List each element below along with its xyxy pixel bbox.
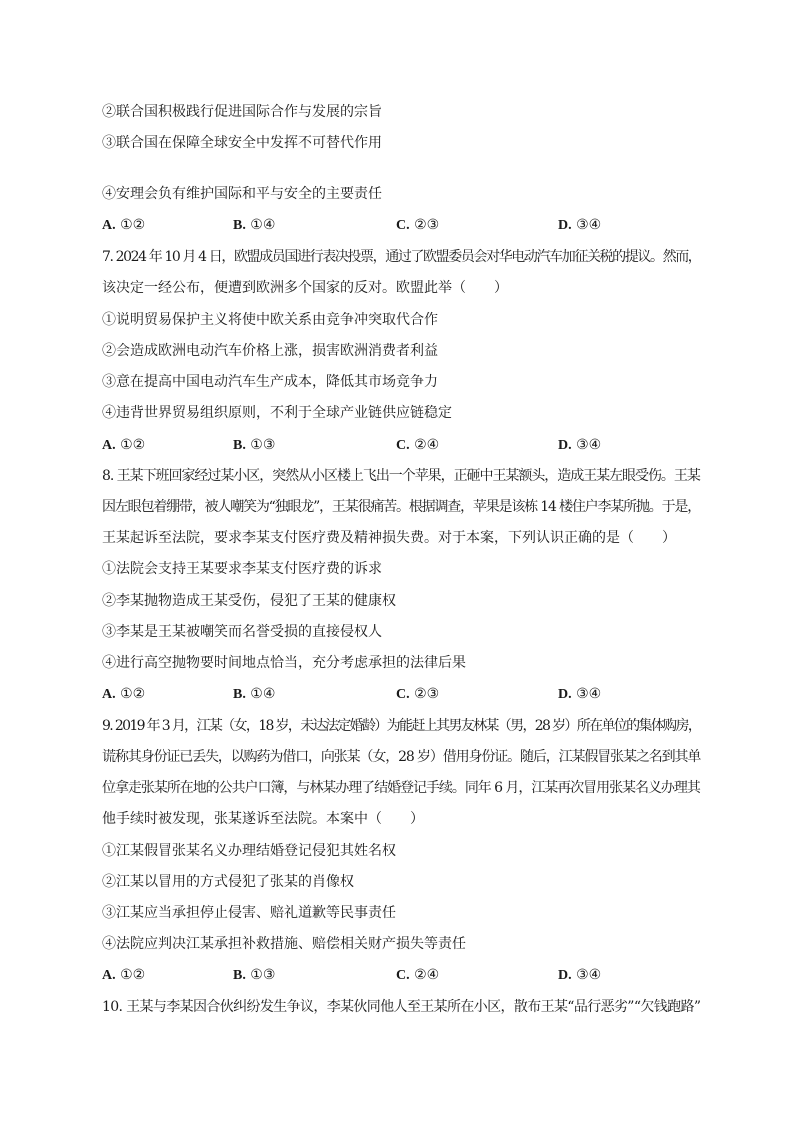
q7-stem-line-1: 7. 2024 年 10 月 4 日，欧盟成员国进行表决投票，通过了欧盟委员会对华电动汽车加征关税的提议。然而， bbox=[102, 249, 701, 265]
q6-option-b: B. ①④ bbox=[233, 217, 276, 233]
q6-item-2: ②联合国积极践行促进国际合作与发展的宗旨 bbox=[102, 104, 382, 120]
q9-option-a: A. ①② bbox=[102, 967, 146, 983]
q6-option-a: A. ①② bbox=[102, 217, 146, 233]
q8-stem-line-1: 8. 王某下班回家经过某小区，突然从小区楼上飞出一个苹果，正砸中王某额头，造成王某左眼受伤。王某 bbox=[102, 468, 700, 484]
q8-stem-line-2: 因左眼包着绷带，被人嘲笑为“独眼龙”，王某很痛苦。根据调查，苹果是该栋 14 楼住户李某所抛。于是， bbox=[102, 499, 701, 515]
q8-item-2: ②李某抛物造成王某受伤，侵犯了王某的健康权 bbox=[102, 593, 396, 609]
q9-option-b: B. ①③ bbox=[233, 967, 276, 983]
q8-item-4: ④进行高空抛物要时间地点恰当，充分考虑承担的法律后果 bbox=[102, 655, 466, 671]
q7-item-2: ②会造成欧洲电动汽车价格上涨，损害欧洲消费者利益 bbox=[102, 343, 438, 359]
q7-option-a: A. ①② bbox=[102, 437, 146, 453]
q8-option-a: A. ①② bbox=[102, 686, 146, 702]
q9-option-d: D. ③④ bbox=[558, 967, 602, 983]
q6-item-4: ④安理会负有维护国际和平与安全的主要责任 bbox=[102, 186, 382, 202]
q7-option-c: C. ②④ bbox=[396, 437, 440, 453]
q9-item-4: ④法院应判决江某承担补救措施、赔偿相关财产损失等责任 bbox=[102, 936, 466, 952]
q9-item-3: ③江某应当承担停止侵害、赔礼道歉等民事责任 bbox=[102, 905, 396, 921]
q10-stem-line-1: 10. 王某与李某因合伙纠纷发生争议，李某伙同他人至王某所在小区，散布王某“品行恶劣”“欠钱跑路” bbox=[102, 999, 701, 1015]
q9-stem-line-1: 9. 2019 年 3 月，江某（女，18 岁，未达法定婚龄）为能赶上其男友林某（男，28 岁）所在单位的集体购房， bbox=[102, 718, 701, 734]
q9-stem-line-4: 他手续时被发现，张某遂诉至法院。本案中（ ） bbox=[102, 811, 424, 827]
q9-stem-line-2: 谎称其身份证已丢失，以购药为借口，向张某（女，28 岁）借用身份证。随后，江某假冒张某之名到其单 bbox=[102, 749, 701, 765]
q9-option-c: C. ②④ bbox=[396, 967, 440, 983]
q7-item-4: ④违背世界贸易组织原则，不利于全球产业链供应链稳定 bbox=[102, 405, 452, 421]
q7-item-3: ③意在提高中国电动汽车生产成本，降低其市场竞争力 bbox=[102, 374, 438, 390]
q8-option-d: D. ③④ bbox=[558, 686, 602, 702]
q8-option-b: B. ①④ bbox=[233, 686, 276, 702]
q9-item-2: ②江某以冒用的方式侵犯了张某的肖像权 bbox=[102, 874, 354, 890]
q7-stem-line-2: 该决定一经公布，便遭到欧洲多个国家的反对。欧盟此举（ ） bbox=[102, 280, 508, 296]
q6-option-c: C. ②③ bbox=[396, 217, 440, 233]
q6-item-3: ③联合国在保障全球安全中发挥不可替代作用 bbox=[102, 135, 382, 151]
q6-option-d: D. ③④ bbox=[558, 217, 602, 233]
q9-stem-line-3: 位拿走张某所在地的公共户口簿，与林某办理了结婚登记手续。同年 6 月，江某再次冒用张某名义办理其 bbox=[102, 780, 700, 796]
q7-option-b: B. ①③ bbox=[233, 437, 276, 453]
q9-item-1: ①江某假冒张某名义办理结婚登记侵犯其姓名权 bbox=[102, 843, 396, 859]
q8-stem-line-3: 王某起诉至法院，要求李某支付医疗费及精神损失费。对于本案，下列认识正确的是（ ） bbox=[102, 530, 676, 546]
q7-item-1: ①说明贸易保护主义将使中欧关系由竞争冲突取代合作 bbox=[102, 312, 438, 328]
q8-item-1: ①法院会支持王某要求李某支付医疗费的诉求 bbox=[102, 561, 382, 577]
q8-option-c: C. ②③ bbox=[396, 686, 440, 702]
q8-item-3: ③李某是王某被嘲笑而名誉受损的直接侵权人 bbox=[102, 624, 382, 640]
q7-option-d: D. ③④ bbox=[558, 437, 602, 453]
